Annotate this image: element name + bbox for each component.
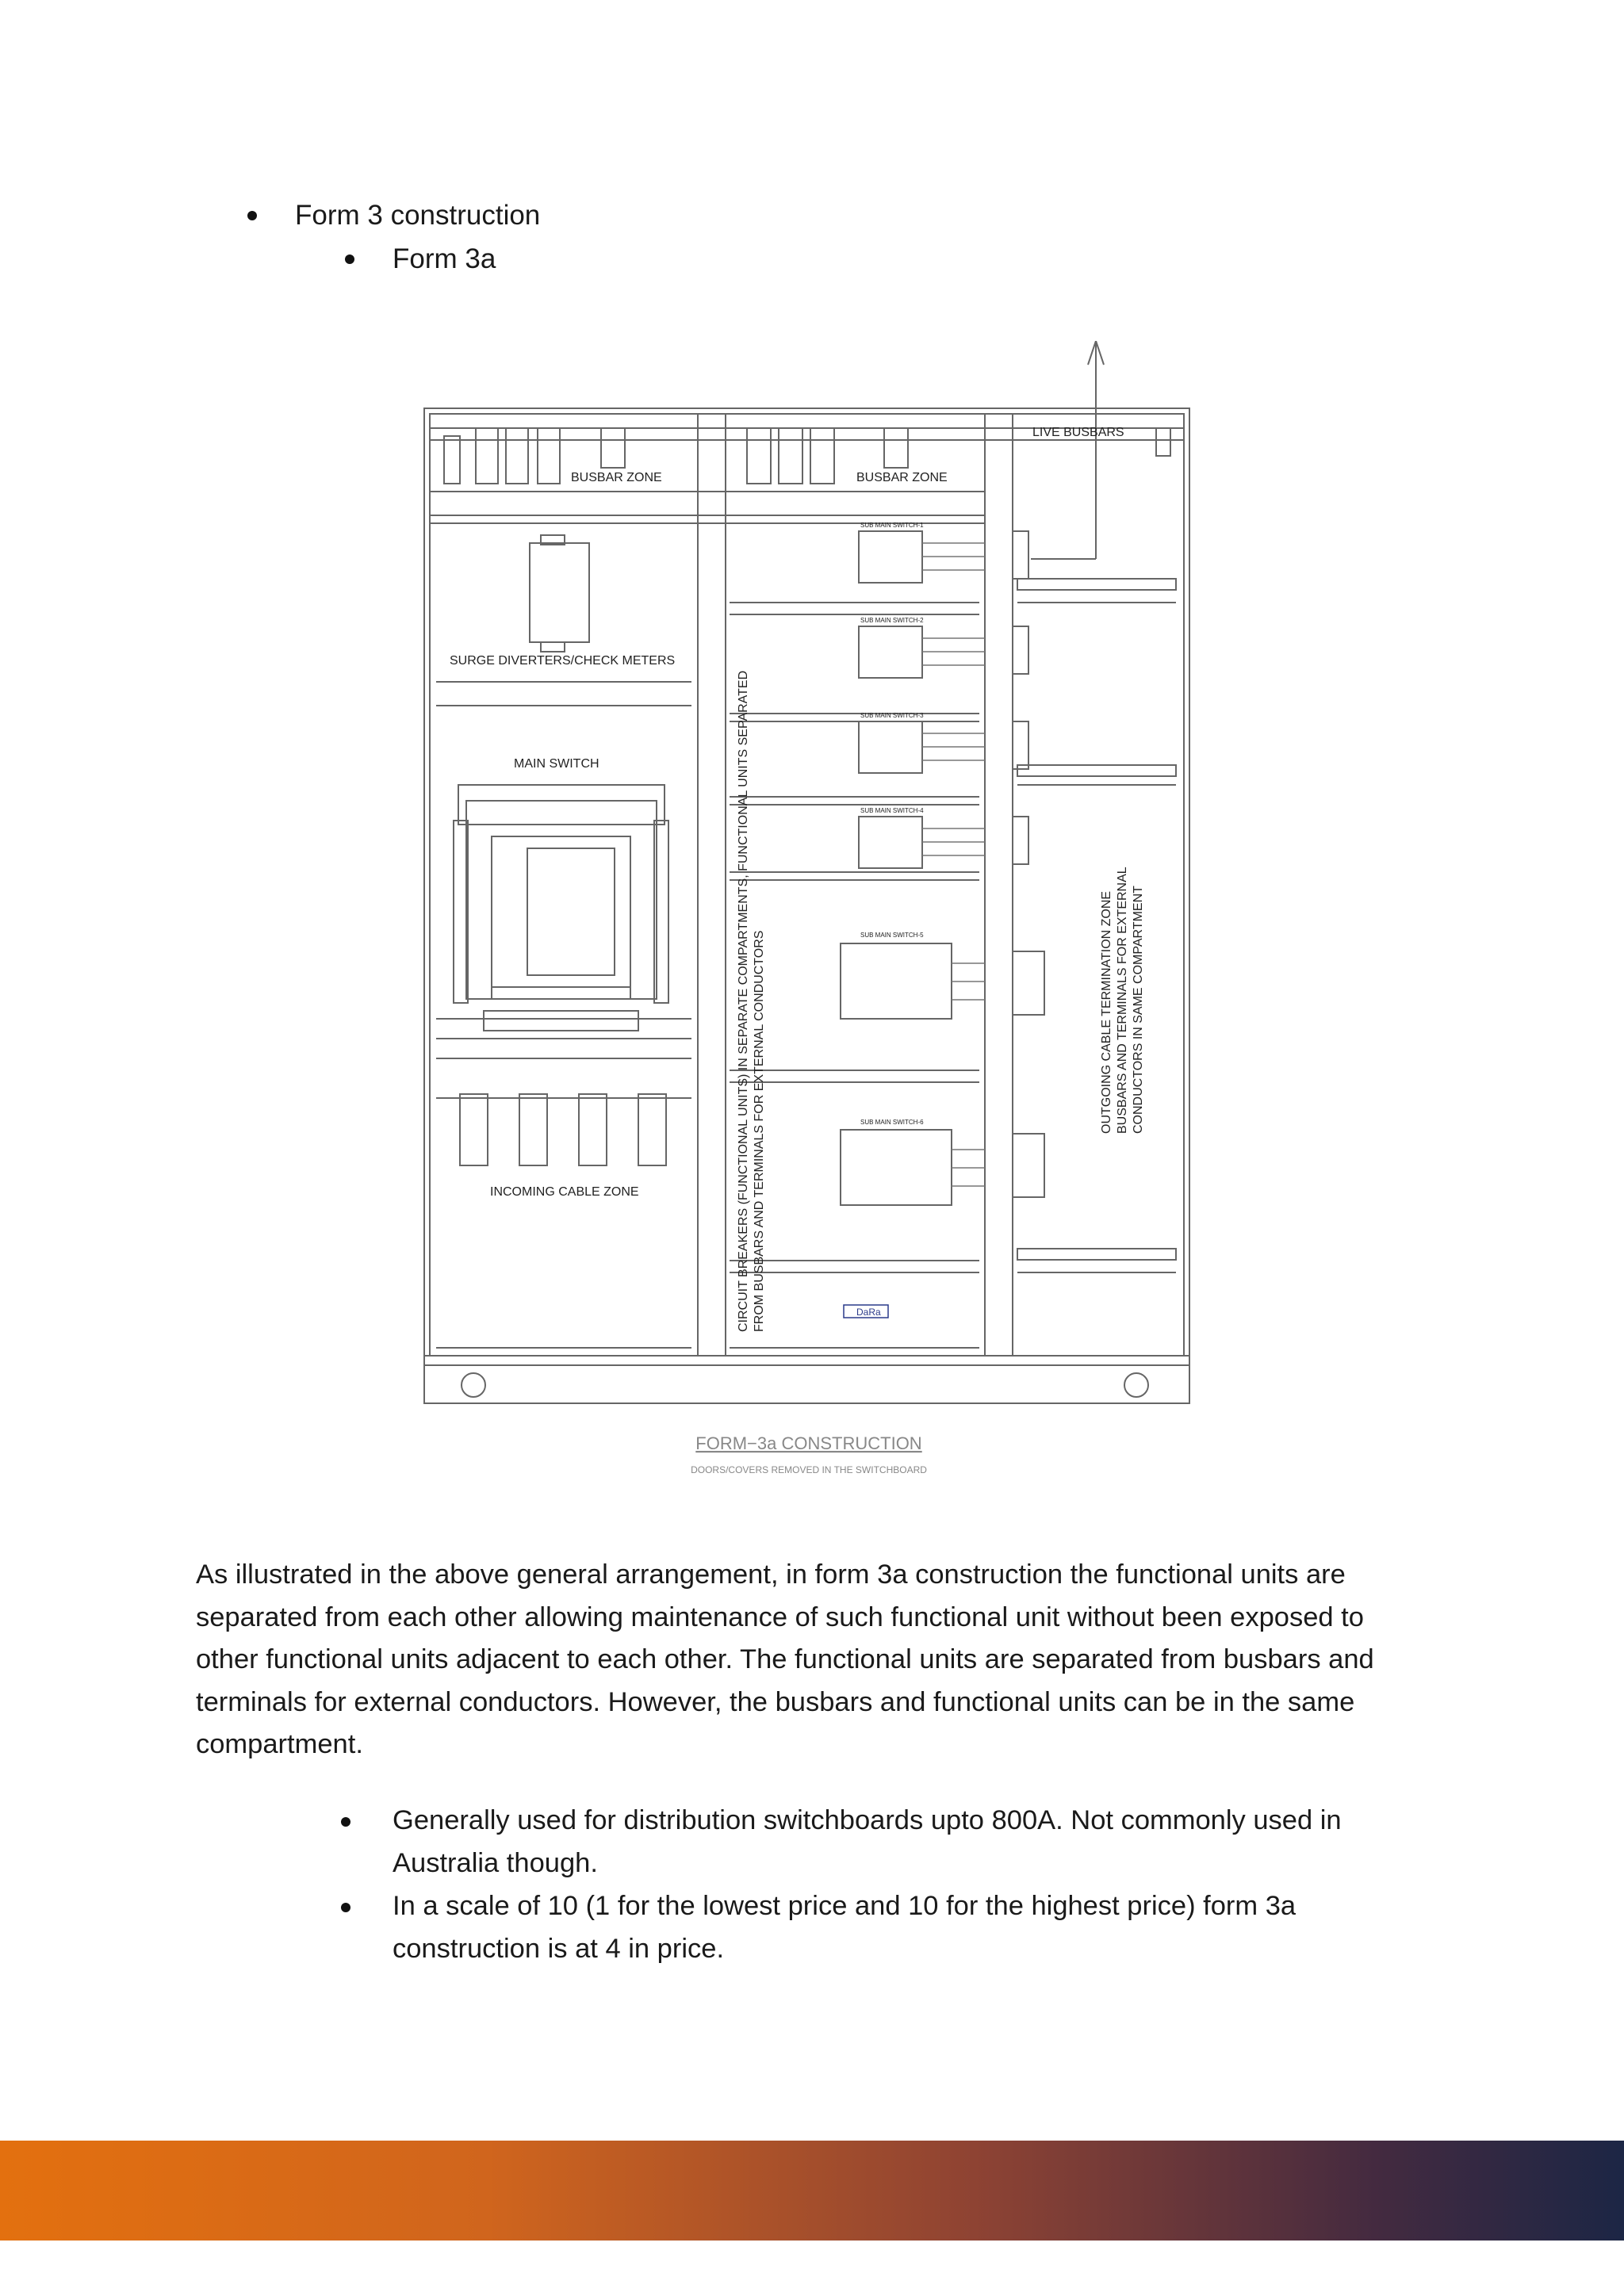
caption-subtitle: DOORS/COVERS REMOVED IN THE SWITCHBOARD bbox=[691, 1464, 927, 1475]
surge-label: SURGE DIVERTERS/CHECK METERS bbox=[450, 654, 676, 668]
vertical-mid-line-2: FROM BUSBARS AND TERMINALS FOR EXTERNAL CONDUCTORS bbox=[753, 930, 766, 1332]
busbar-zone-left-label: BUSBAR ZONE bbox=[571, 471, 662, 484]
bullet-dot bbox=[341, 1903, 350, 1912]
note-price-line-2: construction is at 4 in price. bbox=[393, 1933, 725, 1964]
vertical-right-line-3: CONDUCTORS IN SAME COMPARTMENT bbox=[1132, 886, 1145, 1134]
incoming-cable-zone-label: INCOMING CABLE ZONE bbox=[490, 1185, 639, 1199]
bullet-form3a-text: Form 3a bbox=[393, 243, 496, 274]
paragraph-line: As illustrated in the above general arrangement, in form 3a construction the functional units are bbox=[196, 1559, 1346, 1590]
vertical-mid-line-1: CIRCUIT BREAKERS (FUNCTIONAL UNITS) IN SEPARATE COMPARTMENTS, FUNCTIONAL UNITS SEPARATED bbox=[737, 670, 750, 1332]
sub-main-switch-1-label: SUB MAIN SWITCH-1 bbox=[860, 522, 924, 529]
paragraph-line: separated from each other allowing maintenance of such functional unit without been exposed to bbox=[196, 1601, 1364, 1632]
description-paragraph bbox=[196, 1554, 1433, 1766]
sub-main-switch-5-label: SUB MAIN SWITCH-5 bbox=[860, 932, 924, 939]
paragraph-line: other functional units adjacent to each other. The functional units are separated from busbars and bbox=[196, 1644, 1374, 1674]
note-usage-line-2: Australia though. bbox=[393, 1847, 598, 1878]
busbar-zone-mid-label: BUSBAR ZONE bbox=[856, 471, 948, 484]
caption-title: FORM−3a CONSTRUCTION bbox=[695, 1433, 922, 1453]
dara-logo: DaRa bbox=[856, 1307, 881, 1318]
note-usage-line-1: Generally used for distribution switchboards upto 800A. Not commonly used in bbox=[393, 1805, 1342, 1835]
bullet-form3-text: Form 3 construction bbox=[295, 200, 541, 231]
sub-main-switch-4-label: SUB MAIN SWITCH-4 bbox=[860, 807, 924, 814]
note-price-line-1: In a scale of 10 (1 for the lowest price and 10 for the highest price) form 3a bbox=[393, 1891, 1297, 1921]
vertical-right-line-2: BUSBARS AND TERMINALS FOR EXTERNAL bbox=[1116, 867, 1129, 1134]
sub-main-switch-2-label: SUB MAIN SWITCH-2 bbox=[860, 617, 924, 624]
paragraph-line: terminals for external conductors. However, the busbars and functional units can be in the same bbox=[196, 1686, 1355, 1717]
bullet-dot bbox=[341, 1817, 350, 1827]
sub-main-switch-6-label: SUB MAIN SWITCH-6 bbox=[860, 1119, 924, 1126]
vertical-right-line-1: OUTGOING CABLE TERMINATION ZONE bbox=[1100, 890, 1113, 1134]
footer-gradient-band bbox=[0, 2141, 1624, 2241]
form-3a-drawing bbox=[412, 341, 1205, 1483]
main-switch-label: MAIN SWITCH bbox=[514, 757, 599, 771]
paragraph-line: compartment. bbox=[196, 1729, 363, 1759]
live-busbars-label: LIVE BUSBARS bbox=[1032, 426, 1124, 439]
bullet-dot bbox=[247, 211, 257, 220]
sub-main-switch-3-label: SUB MAIN SWITCH-3 bbox=[860, 712, 924, 719]
bullet-dot bbox=[345, 254, 354, 264]
